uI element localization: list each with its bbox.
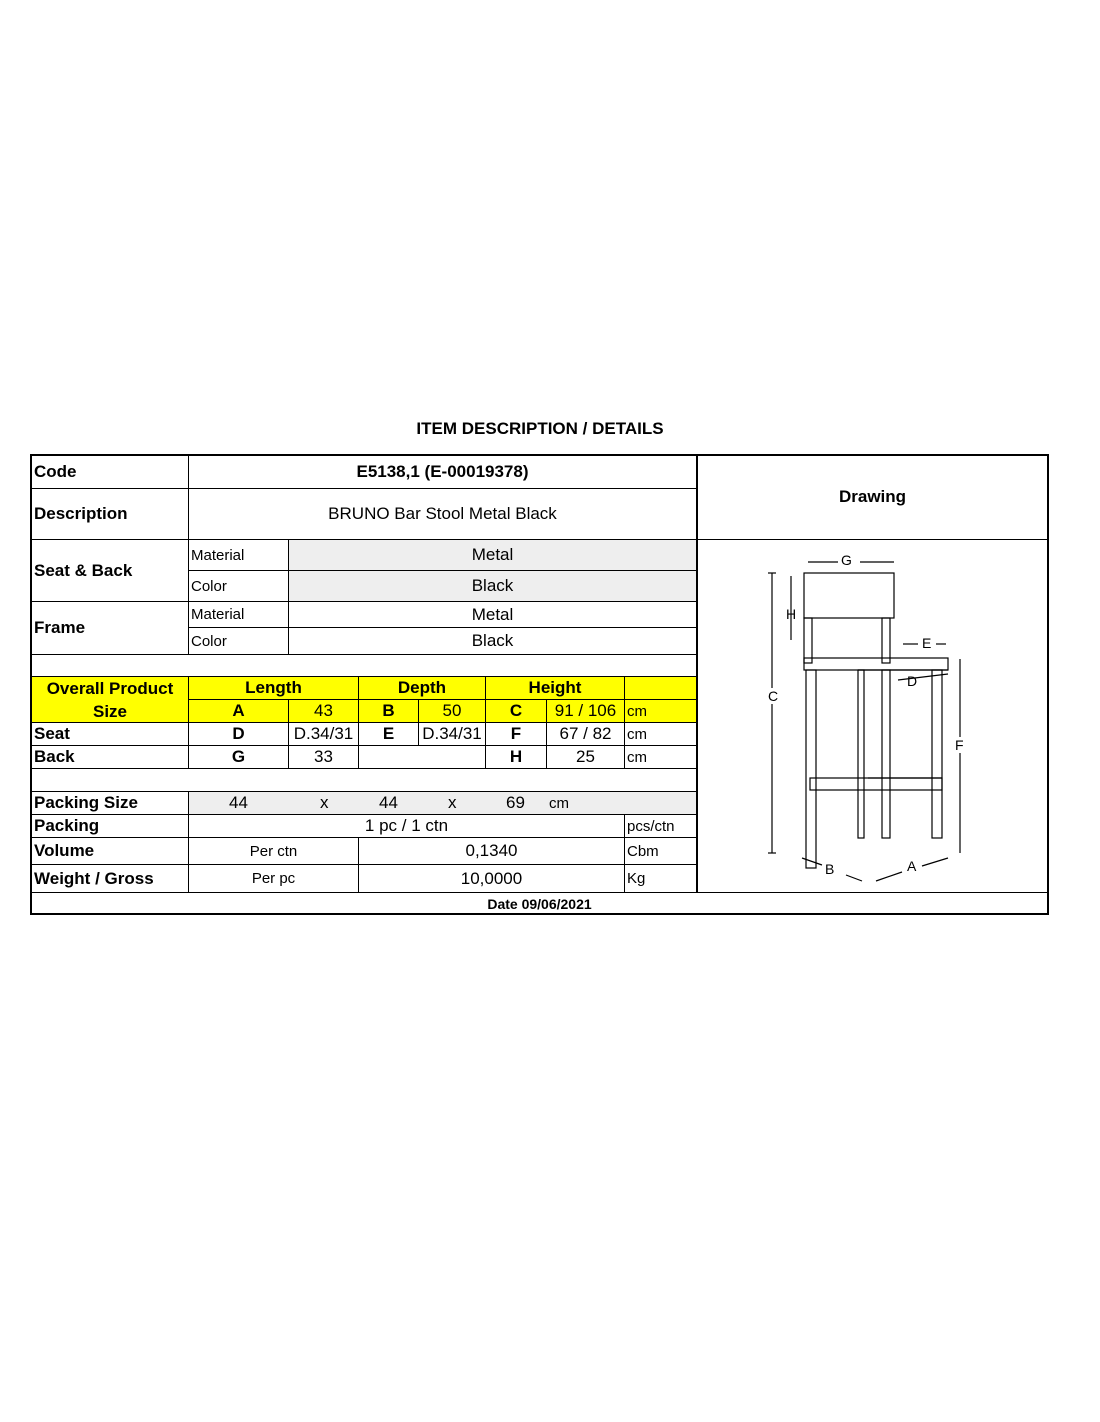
document-title: ITEM DESCRIPTION / DETAILS	[416, 419, 664, 438]
drawing-label-g: G	[841, 552, 852, 568]
packing-label: Packing	[32, 815, 189, 838]
overall-size-label-line2: Size	[92, 701, 128, 721]
dim-h-value: 25	[547, 746, 625, 769]
dim-f-label: F	[486, 723, 547, 746]
dim-d-label: D	[189, 723, 289, 746]
description-label: Description	[32, 489, 189, 540]
code-label: Code	[32, 456, 189, 489]
bar-stool-drawing	[698, 540, 1049, 892]
volume-per: Per ctn	[189, 838, 359, 865]
seat-unit: cm	[625, 723, 696, 746]
weight-value: 10,0000	[359, 865, 625, 892]
drawing-area	[696, 540, 1049, 892]
dim-c-value: 91 / 106	[547, 700, 625, 723]
weight-unit: Kg	[627, 870, 646, 887]
seat-back-material-value: Metal	[289, 540, 696, 571]
seat-back-material-label: Material	[189, 540, 289, 571]
seat-back-color-value: Black	[289, 571, 696, 602]
packing-size-values	[189, 792, 696, 815]
weight-per: Per pc	[189, 865, 359, 892]
dim-g-label: G	[189, 746, 289, 769]
frame-material-value: Metal	[289, 602, 696, 628]
overall-unit-header	[625, 677, 696, 700]
packing-size-unit: cm	[549, 794, 569, 812]
frame-color-label: Color	[189, 628, 289, 655]
drawing-label-e: E	[922, 635, 932, 651]
frame-material-label: Material	[189, 602, 289, 628]
drawing-label-h: H	[786, 606, 797, 622]
volume-value: 0,1340	[359, 838, 625, 865]
packing-length: 44	[229, 793, 248, 812]
packing-value: 1 pc / 1 ctn	[189, 815, 625, 838]
drawing-label-a: A	[907, 858, 917, 874]
drawing-title: Drawing	[696, 454, 1047, 540]
packing-size-label: Packing Size	[32, 792, 189, 815]
dim-h-label: H	[486, 746, 547, 769]
packing-height: 69	[506, 793, 525, 812]
dim-a-label: A	[189, 700, 289, 723]
dim-g-value: 33	[289, 746, 359, 769]
spacer-row-2	[32, 769, 696, 792]
back-label: Back	[32, 746, 189, 769]
seat-label: Seat	[32, 723, 189, 746]
back-unit: cm	[625, 746, 696, 769]
overall-size-label-line1: Overall Product	[46, 678, 174, 698]
dim-e-label: E	[359, 723, 419, 746]
overall-unit: cm	[625, 700, 696, 723]
length-header: Length	[189, 677, 359, 700]
drawing-label-d: D	[907, 673, 918, 689]
dim-b-label: B	[359, 700, 419, 723]
drawing-label-c: C	[768, 688, 779, 704]
code-value: E5138,1 (E-00019378)	[189, 456, 696, 489]
packing-width: 44	[379, 793, 398, 812]
volume-unit: Cbm	[625, 838, 696, 865]
seat-back-color-label: Color	[189, 571, 289, 602]
dim-b-value: 50	[419, 700, 486, 723]
dim-c-label: C	[486, 700, 547, 723]
height-header: Height	[486, 677, 625, 700]
overall-size-label	[32, 677, 189, 723]
frame-color-value: Black	[289, 628, 696, 655]
packing-x1: x	[320, 793, 329, 812]
drawing-label-b: B	[825, 861, 835, 877]
depth-header: Depth	[359, 677, 486, 700]
packing-unit: pcs/ctn	[625, 815, 696, 838]
volume-label: Volume	[32, 838, 189, 865]
back-empty-cell	[359, 746, 486, 769]
drawing-label-f: F	[955, 737, 964, 753]
dim-f-value: 67 / 82	[547, 723, 625, 746]
dim-d-value: D.34/31	[289, 723, 359, 746]
date-footer: Date 09/06/2021	[30, 892, 1049, 915]
description-value: BRUNO Bar Stool Metal Black	[189, 489, 696, 540]
frame-label: Frame	[32, 602, 189, 655]
packing-x2: x	[448, 793, 457, 812]
weight-label: Weight / Gross	[32, 865, 189, 892]
dim-a-value: 43	[289, 700, 359, 723]
dim-e-value: D.34/31	[419, 723, 486, 746]
spacer-row	[32, 655, 696, 677]
seat-back-label: Seat & Back	[32, 540, 189, 602]
